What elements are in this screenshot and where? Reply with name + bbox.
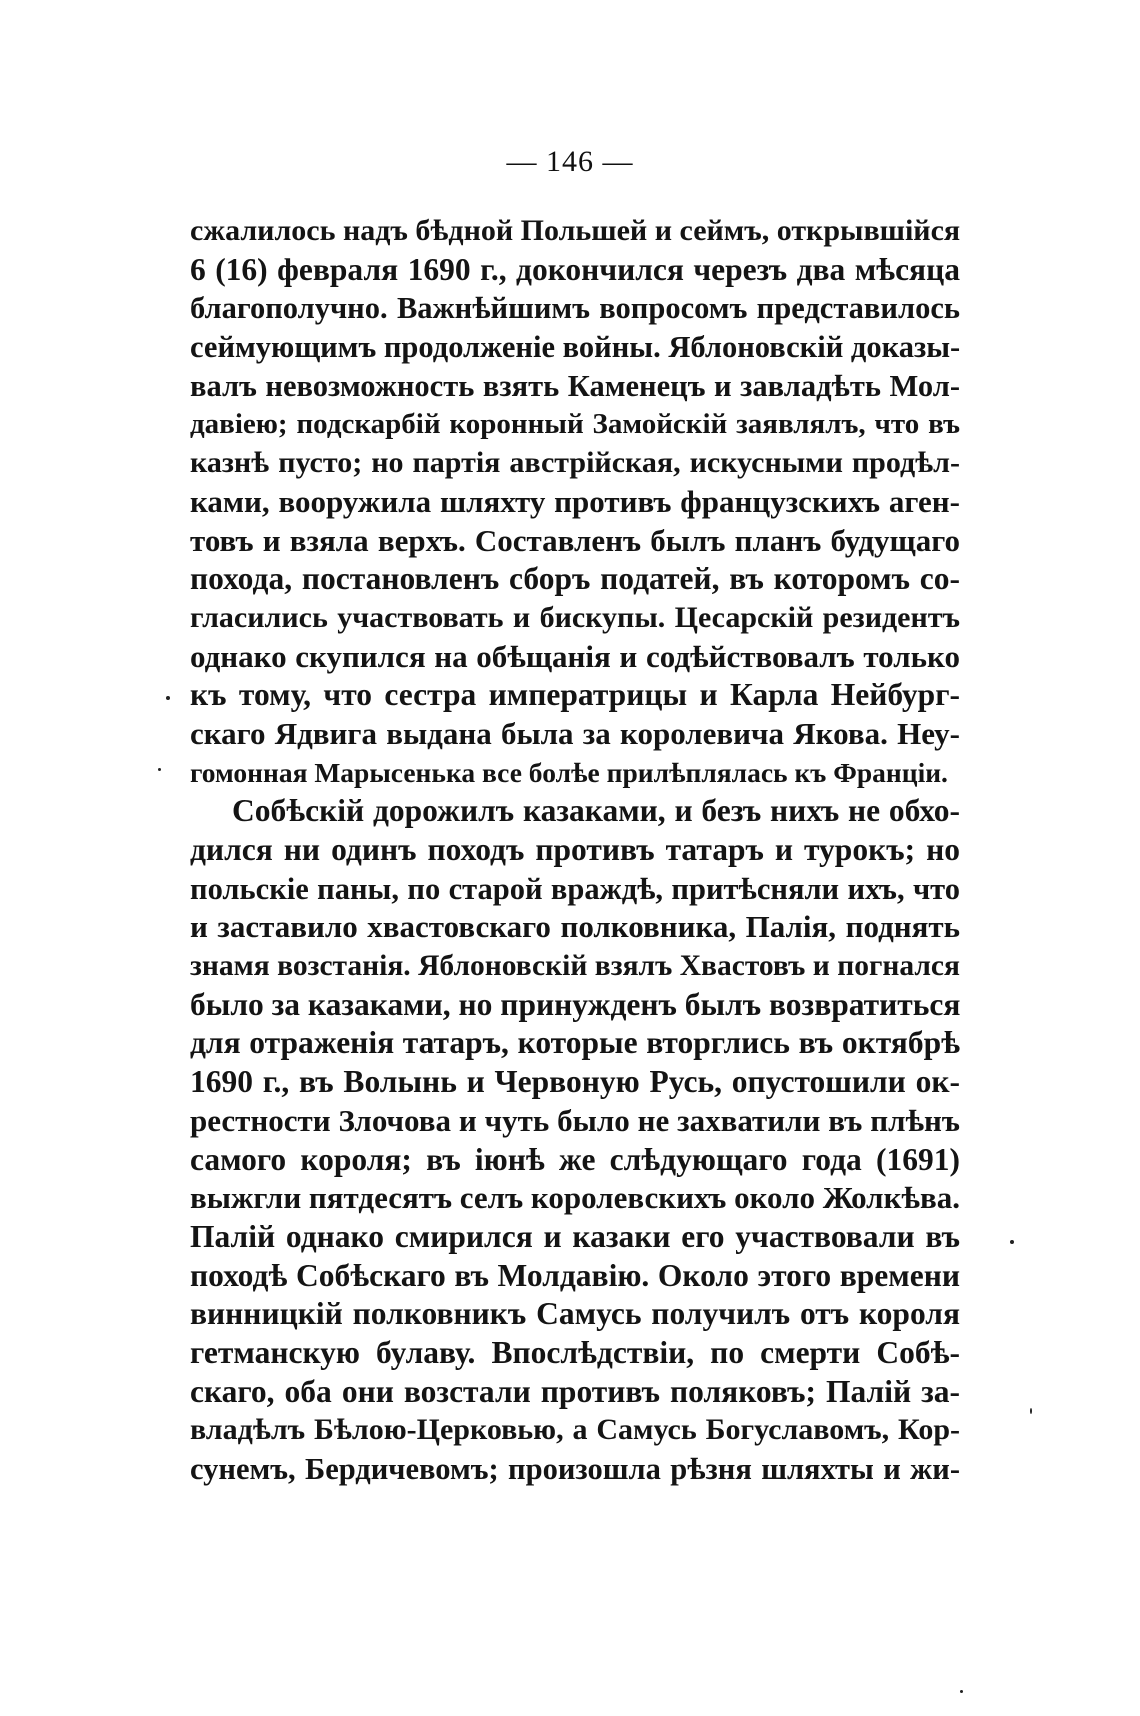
text-line: выжгли пятдесятъ селъ королевскихъ около Жолкѣва. xyxy=(190,1180,961,1216)
text-line: однако скупился на обѣщанія и содѣйствовалъ только xyxy=(190,638,960,674)
text-line: походѣ Собѣскаго въ Молдавію. Около этого времени xyxy=(190,1257,960,1293)
text-line: похода, постановленъ сборъ податей, въ которомъ со- xyxy=(190,561,960,597)
text-line: винницкій полковникъ Самусь получилъ отъ короля xyxy=(190,1296,960,1332)
text-line: сеймующимъ продолженіе войны. Яблоновскій доказы- xyxy=(190,330,961,365)
scan-speck xyxy=(1010,1240,1014,1244)
scan-speck xyxy=(1030,1408,1032,1414)
text-line: давіею; подскарбій коронный Замойскій заявлялъ, что въ xyxy=(190,408,960,441)
text-line: дился ни одинъ походъ противъ татаръ и турокъ; но xyxy=(190,832,960,867)
text-line: валъ невозможность взять Каменецъ и завладѣть Мол- xyxy=(190,368,960,403)
text-line: сжалилось надъ бѣдной Польшей и сеймъ, открывшійся xyxy=(190,214,961,247)
scan-speck xyxy=(960,1690,963,1693)
text-line: и заставило хвастовскаго полковника, Палія, поднять xyxy=(190,909,960,945)
text-line: рестности Злочова и чуть было не захватили въ плѣнъ xyxy=(190,1102,960,1138)
text-line: знамя возстанія. Яблоновскій взялъ Хвастовъ и погнался xyxy=(190,950,960,983)
text-line: товъ и взяла верхъ. Составленъ былъ планъ будущаго xyxy=(190,522,960,558)
text-line: владѣлъ Бѣлою-Церковью, а Самусь Богуславомъ, Кор- xyxy=(190,1413,960,1447)
text-line: 6 (16) февраля 1690 г., докончился черезъ два мѣсяца xyxy=(190,251,960,287)
scan-speck xyxy=(166,696,170,700)
text-line: скаго Ядвига выдана была за королевича Якова. Неу- xyxy=(190,715,960,751)
text-line: скаго, оба они возстали противъ поляковъ; Палій за- xyxy=(190,1373,960,1409)
scan-speck xyxy=(158,768,161,771)
text-line: самого короля; въ іюнѣ же слѣдующаго года (1691) xyxy=(190,1141,960,1177)
text-line: 1690 г., въ Волынь и Червоную Русь, опустошили ок- xyxy=(190,1064,960,1100)
text-line: Палій однако смирился и казаки его участвовали въ xyxy=(190,1218,960,1254)
page-number: — 146 — xyxy=(506,145,634,178)
text-line: казнѣ пусто; но партія австрійская, искусными продѣл- xyxy=(190,446,960,480)
text-line: было за казаками, но принужденъ былъ возвратиться xyxy=(190,986,961,1022)
text-line: польскіе паны, по старой враждѣ, притѣсняли ихъ, что xyxy=(190,871,960,906)
text-line: для отраженія татаръ, которые вторглись въ октябрѣ xyxy=(190,1025,960,1061)
text-line: сунемъ, Бердичевомъ; произошла рѣзня шляхты и жи- xyxy=(190,1452,960,1486)
text-line: ками, вооружила шляхту противъ французскихъ аген- xyxy=(190,483,960,519)
text-line: гетманскую булаву. Впослѣдствіи, по смерти Собѣ- xyxy=(190,1334,960,1370)
text-line: гласились участвовать и бискупы. Цесарскій резидентъ xyxy=(190,600,960,634)
text-line: гомонная Марысенька все болѣе прилѣплялась къ Франціи. xyxy=(190,756,948,788)
body-text xyxy=(190,212,960,1489)
text-line: Собѣскій дорожилъ казаками, и безъ нихъ не обхо- xyxy=(232,793,960,829)
text-line: къ тому, что сестра императрицы и Карла Нейбург- xyxy=(190,677,960,713)
text-line: благополучно. Важнѣйшимъ вопросомъ представилось xyxy=(190,291,960,326)
